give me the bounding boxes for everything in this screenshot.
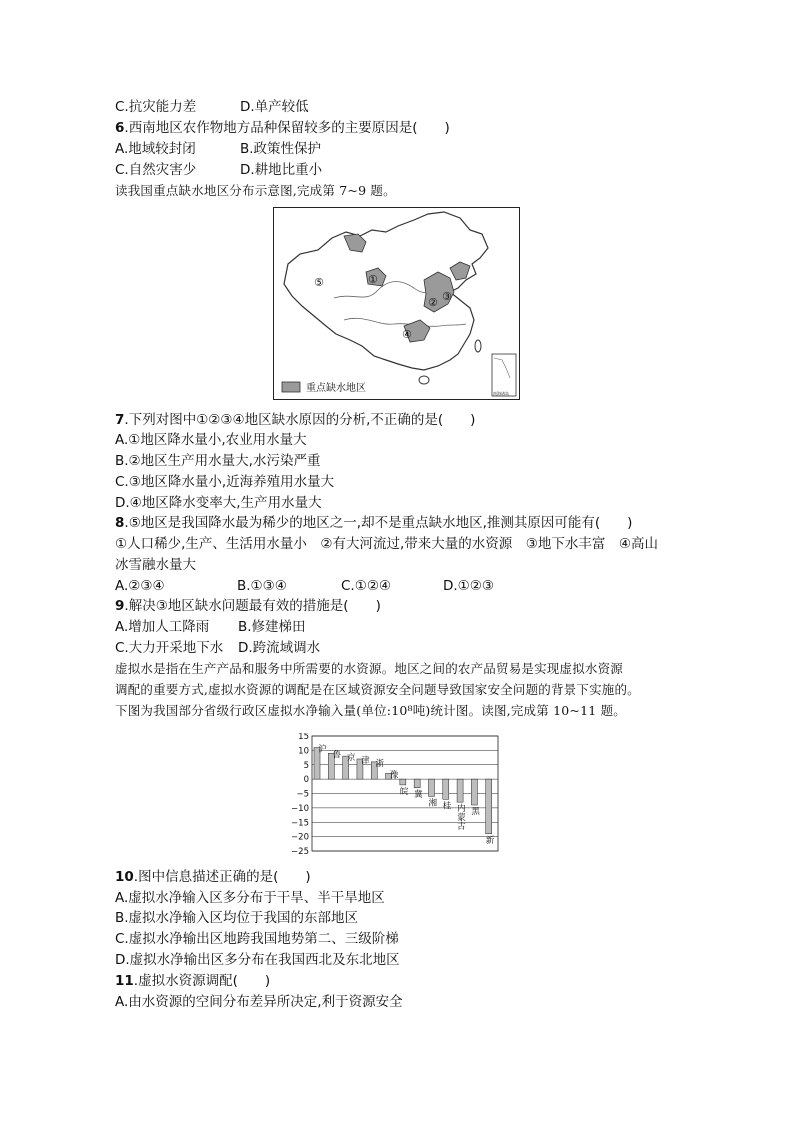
region-label-1: ① [368,273,378,286]
q9-stem [115,597,381,615]
taiwan-island [475,340,481,352]
virtual-water-chart [288,733,508,858]
q8-option-b: B.①③④ [237,578,287,594]
region-label-5: ⑤ [314,276,324,289]
water-shortage-map [273,207,520,400]
legend-swatch [282,382,300,392]
q9-option-b: B.修建梯田 [238,619,306,635]
q5-options-row [115,98,309,116]
q6-option-b: B.政策性保护 [240,141,322,157]
bar-category-label: 沪 [318,744,327,755]
y-tick-label: 0 [303,775,309,786]
q10-option-d: D.虚拟水净输出区多分布在我国西北及东北地区 [115,952,400,968]
q8-stem-text: .⑤地区是我国降水最为稀少的地区之一,却不是重点缺水地区,推测其原因可能有( ) [124,515,633,531]
q8-option-a: A.②③④ [115,578,165,594]
q6-option-a: A.地域较封闭 [115,141,196,157]
q8-items-line2: 冰雪融水量大 [115,557,196,573]
q10-option-a: A.虚拟水净输入区多分布于干旱、半干旱地区 [115,890,385,906]
y-tick-label: 15 [298,733,309,742]
bar [486,779,492,834]
q9-number: 9 [115,598,125,614]
bar-category-label: 皖 [399,786,409,797]
intro-7-9: 读我国重点缺水地区分布示意图,完成第 7~9 题。 [115,183,396,198]
q10-number: 10 [115,869,134,885]
q6-option-c: C.自然灾害少 [115,162,197,178]
q5-option-d: D.单产较低 [240,99,309,115]
q9-option-c: C.大力开采地下水 [115,640,224,656]
q6-option-d: D.耕地比重小 [240,162,323,178]
virtual-water-chart-svg [288,733,508,858]
q6-options-ab [115,140,321,158]
bar-category-label: 古 [457,822,466,833]
bar [471,779,477,805]
q9-options-ab [115,618,306,636]
bar-category-label: 黑 [471,807,480,817]
y-tick-label: −10 [291,803,309,814]
q11-stem [115,972,270,990]
q7-option-d: D.④地区降水变率大,生产用水量大 [115,495,322,511]
bar-category-label: 湘 [428,798,437,809]
q11-option-a: A.由水资源的空间分布差异所决定,利于资源安全 [115,994,403,1010]
q5-option-c: C.抗灾能力差 [115,99,197,115]
q7-stem [115,411,475,429]
q10-stem [115,868,311,886]
y-tick-label: −5 [296,789,309,800]
q8-items-line1: ①人口稀少,生产、生活用水量小 ②有大河流过,带来大量的水资源 ③地下水丰富 ④高山 [115,536,658,552]
bar-category-label: 蒙 [457,813,466,824]
q7-option-c: C.③地区降水量小,近海养殖用水量大 [115,474,335,490]
bar [428,779,434,796]
bar-category-label: 新 [485,835,495,846]
q7-option-a: A.①地区降水量小,农业用水量大 [115,432,307,448]
y-tick-label: 5 [303,760,309,771]
q9-stem-text: .解决③地区缺水问题最有效的措施是( ) [124,598,381,614]
q6-stem [115,119,450,137]
hainan-island [419,376,429,384]
q8-options [115,577,494,595]
legend-label: 重点缺水地区 [306,383,366,394]
inset-label: 南海诸岛 [493,391,509,396]
intro-10-11-line2: 调配的重要方式,虚拟水资源的调配是在区域资源安全问题导致国家安全问题的背景下实施的。 [115,682,640,697]
q11-number: 11 [115,973,134,989]
south-sea-inset [492,354,516,396]
q6-options-cd [115,161,322,179]
bar [443,779,449,799]
bar-category-label: 津 [361,756,370,766]
region-label-4: ④ [402,328,412,341]
q8-number: 8 [115,515,125,531]
q6-number: 6 [115,120,125,136]
q9-options-cd [115,639,320,657]
q6-stem-text: .西南地区农作物地方品种保留较多的主要原因是( ) [124,120,450,136]
q8-option-c: C.①②④ [341,578,392,594]
intro-10-11-line3: 下图为我国部分省级行政区虚拟水净输入量(单位:10⁸吨)统计图。读图,完成第 10~11 题。 [115,703,626,718]
q8-option-d: D.①②③ [443,578,494,594]
y-tick-label: −15 [291,818,309,829]
bar [457,779,463,802]
bar [400,779,406,785]
china-map-svg [274,208,519,399]
bar-category-label: 内 [457,804,466,815]
bar-category-label: 冀 [414,789,423,800]
intro-10-11-line1: 虚拟水是指在生产产品和服务中所需要的水资源。地区之间的农产品贸易是实现虚拟水资源 [115,661,624,676]
bar-category-label: 桂 [442,801,452,812]
bar-category-label: 豫 [389,770,399,781]
bar-category-label: 京 [346,753,356,764]
q7-stem-text: .下列对图中①②③④地区缺水原因的分析,不正确的是( ) [124,412,476,428]
q8-stem [115,514,632,532]
bar [414,779,420,788]
q10-stem-text: .图中信息描述正确的是( ) [133,869,311,885]
china-outline [284,212,488,370]
q11-stem-text: .虚拟水资源调配( ) [133,973,271,989]
y-tick-label: −25 [291,847,309,857]
q10-option-b: B.虚拟水净输入区均位于我国的东部地区 [115,910,359,926]
y-tick-label: −20 [291,832,309,843]
region-label-2: ② [428,296,438,309]
bar-category-label: 鲁 [332,750,342,761]
q9-option-d: D.跨流域调水 [238,640,321,656]
q10-option-c: C.虚拟水净输出区地跨我国地势第二、三级阶梯 [115,931,399,947]
region-label-3: ③ [442,290,452,303]
bar-category-label: 浙 [375,758,384,769]
y-tick-label: 10 [298,746,309,757]
q7-option-b: B.②地区生产用水量大,水污染严重 [115,453,321,469]
q9-option-a: A.增加人工降雨 [115,619,210,635]
q7-number: 7 [115,412,125,428]
